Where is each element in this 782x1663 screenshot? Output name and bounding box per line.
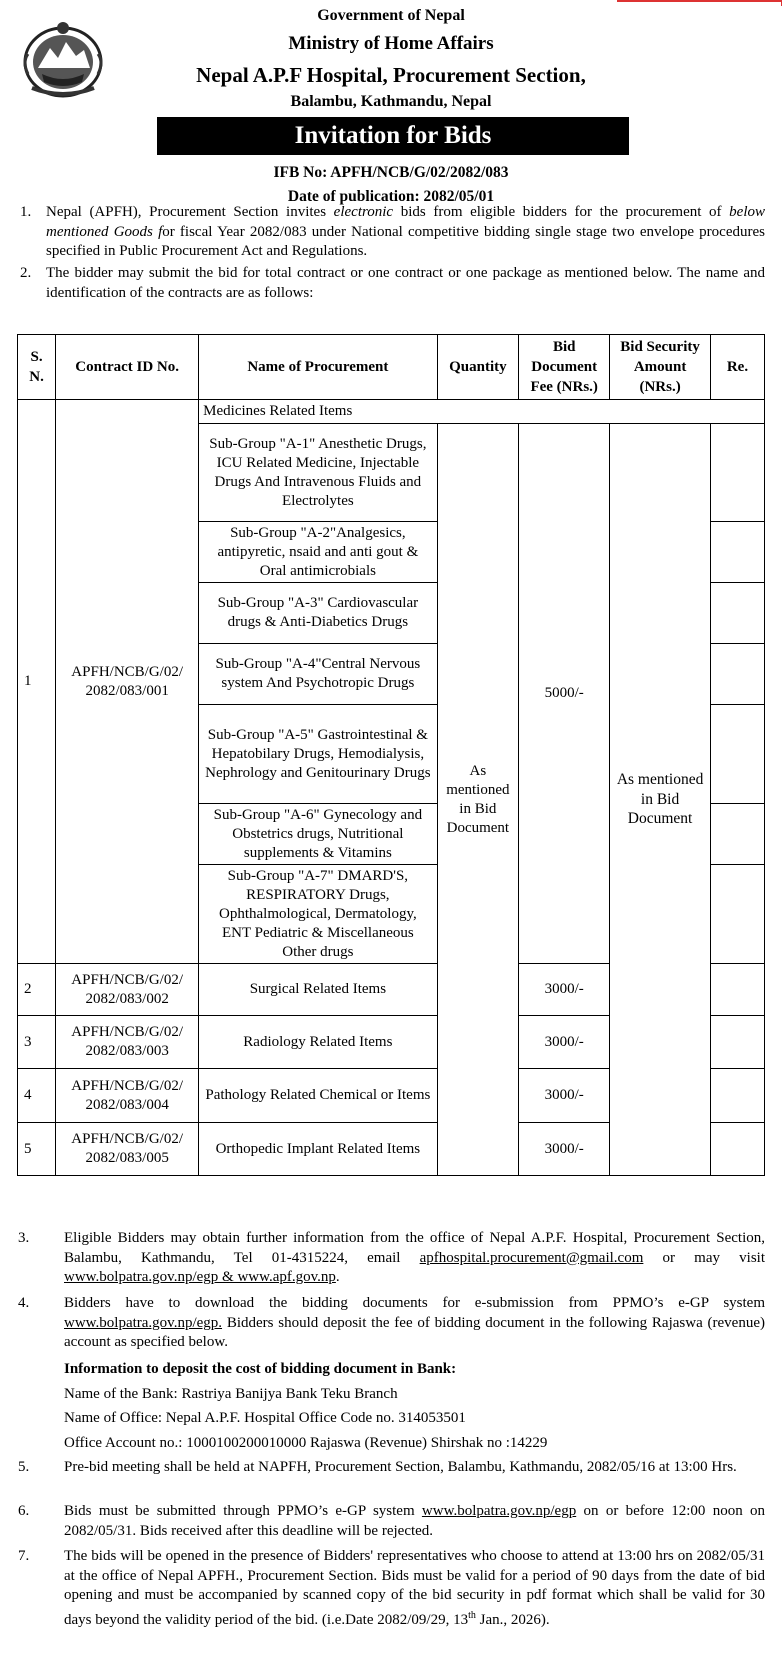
row1-sn: 1	[18, 400, 56, 964]
para4-number: 4.	[18, 1295, 30, 1311]
row5-contract-id: APFH/NCB/G/02/ 2082/083/005	[56, 1123, 199, 1176]
header-bid-security: Bid Security Amount (NRs.)	[610, 335, 711, 400]
row2-sn: 2	[18, 964, 56, 1016]
para1-part5: or fiscal Year 2082/083 under National competitive bidding single stage two envelope procedures specified in Public Procurement Act and Regulations.	[46, 223, 765, 259]
row3-name: Radiology Related Items	[199, 1016, 437, 1069]
invitation-banner: Invitation for Bids	[157, 117, 629, 155]
egp-submit-link[interactable]: www.bolpatra.gov.np/egp	[421, 1503, 577, 1519]
para7-text	[64, 1547, 765, 1630]
table-header-row	[18, 335, 765, 400]
header-contract-id: Contract ID No.	[56, 335, 199, 400]
para7-number: 7.	[18, 1548, 30, 1564]
para4-text	[64, 1294, 765, 1353]
row2-contract-id: APFH/NCB/G/02/ 2082/083/002	[56, 964, 199, 1016]
table-row	[18, 400, 765, 424]
bank-name: Name of the Bank: Rastriya Banijya Bank Teku Branch	[64, 1386, 398, 1402]
remarks-a7	[710, 865, 764, 964]
header-procurement-name: Name of Procurement	[199, 335, 437, 400]
header-quantity: Quantity	[437, 335, 519, 400]
row4-remarks	[710, 1069, 764, 1123]
row5-name: Orthopedic Implant Related Items	[199, 1123, 437, 1176]
remarks-a4	[710, 644, 764, 705]
security-cell: As mentioned in Bid Document	[610, 424, 711, 1176]
para3-part3: .	[335, 1269, 340, 1285]
para5-text: Pre-bid meeting shall be held at NAPFH, Procurement Section, Balambu, Kathmandu, 2082/05/16 at 13:00 Hrs.	[64, 1459, 737, 1475]
para2-number: 2.	[20, 265, 32, 281]
government-title: Government of Nepal	[317, 7, 465, 24]
ifb-number: IFB No: APFH/NCB/G/02/2082/083	[273, 164, 509, 181]
para1-italic-electronic: electronic	[333, 204, 394, 220]
para7-part2: Jan., 2026).	[475, 1611, 550, 1628]
para5-number: 5.	[18, 1459, 30, 1475]
remarks-a2	[710, 522, 764, 583]
quantity-cell: As mentioned in Bid Document	[437, 424, 519, 1176]
subgroup-a2: Sub-Group "A-2"Analgesics, antipyretic, nsaid and anti gout & Oral antimicrobials	[199, 522, 437, 583]
para2-text: The bidder may submit the bid for total contract or one contract or one package as mentioned below. The name and identification of the contracts are as follows:	[46, 265, 765, 301]
row4-sn: 4	[18, 1069, 56, 1123]
contracts-table	[17, 334, 765, 1176]
row3-fee: 3000/-	[519, 1016, 610, 1069]
para3-part2: or may visit	[643, 1249, 765, 1266]
para6-part1: Bids must be submitted through PPMO’s e-GP system	[64, 1503, 422, 1519]
corner-mark	[617, 0, 782, 2]
row3-contract-id: APFH/NCB/G/02/ 2082/083/003	[56, 1016, 199, 1069]
publication-date: Date of publication: 2082/05/01	[287, 188, 495, 205]
para3-part1: Eligible Bidders may obtain further information from the office of Nepal A.P.F. Hospital, Procurement Section, Balambu, Kathmandu, Tel 01-4315224, email	[64, 1230, 765, 1266]
row3-remarks	[710, 1016, 764, 1069]
para1-part3: bids from eligible bidders for the procurement of	[393, 204, 730, 220]
remarks-a1	[710, 424, 764, 522]
row5-sn: 5	[18, 1123, 56, 1176]
para3-text	[64, 1229, 765, 1288]
para6-number: 6.	[18, 1503, 30, 1519]
row3-sn: 3	[18, 1016, 56, 1069]
header-remarks: Re.	[710, 335, 764, 400]
bank-info-title: Information to deposit the cost of bidding document in Bank:	[64, 1361, 457, 1377]
row1-fee: 5000/-	[519, 424, 610, 964]
para3-number: 3.	[18, 1230, 30, 1246]
email-link[interactable]: apfhospital.procurement@gmail.com	[419, 1249, 644, 1266]
website-links[interactable]: www.bolpatra.gov.np/egp & www.apf.gov.np	[64, 1269, 336, 1285]
para7-part1: The bids will be opened in the presence of Bidders' representatives who choose to attend at 13:00 hrs on 2082/05/31 at the office of Nepal APFH., Procurement Section. Bids must be valid for a period of 90 days from the date of bid opening and must be accompanied by scanned copy of the bid security in pdf format which shall be valid for 30 days beyond the validity period of the bid. (i.e.Date 2082/09/29, 13	[64, 1548, 765, 1628]
para7-superscript: th	[468, 1609, 476, 1621]
para4-part2: Bidders should deposit the fee of bidding document in the following Rajaswa (revenue) account as specified below.	[64, 1314, 765, 1350]
ministry-title: Ministry of Home Affairs	[288, 33, 494, 54]
para1-number: 1.	[20, 204, 32, 220]
row4-contract-id: APFH/NCB/G/02/ 2082/083/004	[56, 1069, 199, 1123]
remarks-a6	[710, 804, 764, 865]
para1-text	[46, 203, 765, 262]
para4-part1: Bidders have to download the bidding documents for e-submission from PPMO’s e-GP system	[64, 1295, 765, 1311]
subgroup-a1: Sub-Group "A-1" Anesthetic Drugs, ICU Related Medicine, Injectable Drugs And Intravenous Fluids and Electrolytes	[199, 424, 437, 522]
row4-name: Pathology Related Chemical or Items	[199, 1069, 437, 1123]
row1-contract-id: APFH/NCB/G/02/ 2082/083/001	[56, 400, 199, 964]
hospital-title: Nepal A.P.F Hospital, Procurement Section,	[196, 63, 586, 87]
para6-text	[64, 1502, 765, 1541]
row5-remarks	[710, 1123, 764, 1176]
medicines-title: Medicines Related Items	[199, 400, 765, 424]
row2-fee: 3000/-	[519, 964, 610, 1016]
row5-fee: 3000/-	[519, 1123, 610, 1176]
egp-link[interactable]: www.bolpatra.gov.np/egp.	[64, 1314, 223, 1331]
para1-italic-goods: below mentioned Goods f	[46, 204, 765, 240]
subgroup-a5: Sub-Group "A-5" Gastrointestinal & Hepatobilary Drugs, Hemodialysis, Nephrology and Genitourinary Drugs	[199, 705, 437, 804]
header-sn: S. N.	[18, 335, 56, 400]
subgroup-a4: Sub-Group "A-4"Central Nervous system And Psychotropic Drugs	[199, 644, 437, 705]
row2-name: Surgical Related Items	[199, 964, 437, 1016]
subgroup-a7: Sub-Group "A-7" DMARD'S, RESPIRATORY Drugs, Ophthalmological, Dermatology, ENT Pediatric & Miscellaneous Other drugs	[199, 865, 437, 964]
para6-part2: on or before 12:00 noon on 2082/05/31. Bids received after this deadline will be rejected.	[64, 1503, 766, 1539]
subgroup-a3: Sub-Group "A-3" Cardiovascular drugs & Anti-Diabetics Drugs	[199, 583, 437, 644]
remarks-a3	[710, 583, 764, 644]
address-line: Balambu, Kathmandu, Nepal	[290, 93, 492, 110]
para1-part1: Nepal (APFH), Procurement Section invites	[46, 204, 334, 220]
row2-remarks	[710, 964, 764, 1016]
row4-fee: 3000/-	[519, 1069, 610, 1123]
subgroup-a6: Sub-Group "A-6" Gynecology and Obstetrics drugs, Nutritional supplements & Vitamins	[199, 804, 437, 865]
header-bid-fee: Bid Document Fee (NRs.)	[519, 335, 610, 400]
office-account: Office Account no.: 1000100200010000 Rajaswa (Revenue) Shirshak no :14229	[64, 1435, 548, 1451]
remarks-a5	[710, 705, 764, 804]
office-name: Name of Office: Nepal A.P.F. Hospital Office Code no. 314053501	[64, 1410, 466, 1426]
